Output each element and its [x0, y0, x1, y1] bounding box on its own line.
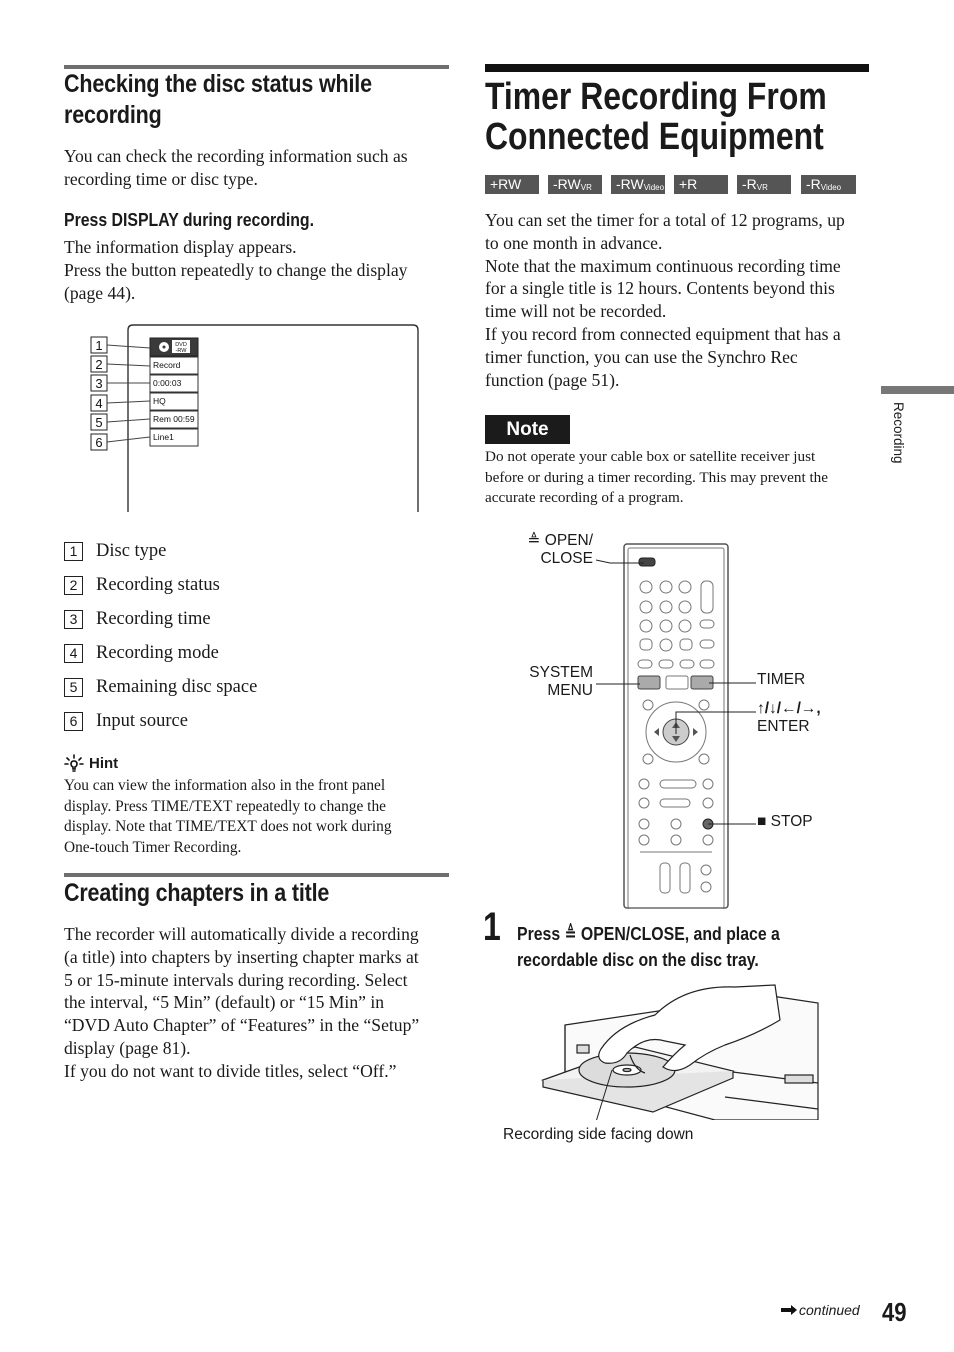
page-number: 49: [882, 1297, 907, 1327]
legend-item-remaining-space: 5 Remaining disc space: [64, 674, 257, 700]
section-title-chapters: Creating chapters in a title: [64, 879, 330, 907]
note-label: Note: [485, 415, 570, 444]
badge-plus-r: +R: [674, 175, 728, 194]
page-title: Timer Recording From Connected Equipment: [485, 76, 827, 158]
arrows-enter-label: ↑/↓/←/→, ENTER: [757, 700, 821, 735]
row-input: Line1: [153, 432, 174, 442]
row-remaining: Rem 00:59: [153, 414, 195, 424]
badge-minus-r-vr: $-R_{VR}$: [737, 175, 791, 194]
badge-minus-r-video: $-R_{Video}$: [801, 175, 856, 194]
legend-item-recording-mode: 4 Recording mode: [64, 640, 219, 666]
badge-plus-rw: +RW: [485, 175, 539, 194]
step-number: 1: [483, 905, 501, 949]
chapters-text: The recorder will automatically divide a recording (a title) into chapters by inserting chapter marks at 5 or 15-minute intervals during recording. Select the interval, “5 Min” (default) or “15 Min” in “DVD Auto Chapter” of “Features” in the “Setup” display (page 81). If you do not want to divide titles, select “Off.”: [64, 924, 420, 1081]
continued-arrow-icon: [780, 1304, 798, 1316]
legend-item-input-source: 6 Input source: [64, 708, 188, 734]
timer-label: TIMER: [757, 671, 806, 688]
row-time: 0:00:03: [153, 378, 182, 388]
continued-text: continued: [799, 1302, 860, 1318]
badge-minus-rw-vr: $-RW_{VR}$: [548, 175, 602, 194]
callout-4: 4: [95, 396, 103, 411]
section-title-disc-status: Checking the disc status while recording: [64, 70, 372, 129]
svg-text:-RW: -RW: [175, 348, 187, 354]
info-text: The information display appears. Press the button repeatedly to change the display (page 44).: [64, 237, 408, 303]
disc-tray-illustration: [535, 975, 820, 1120]
hint-title: Hint: [89, 755, 119, 772]
hint-lightbulb-icon: [64, 754, 84, 774]
legend-item-disc-type: 1 Disc type: [64, 538, 166, 564]
callout-2: 2: [95, 357, 103, 372]
title-rule: [485, 64, 869, 72]
section-tab-label: Recording: [891, 402, 906, 464]
callout-6: 6: [95, 435, 103, 450]
press-display-heading: Press DISPLAY during recording.: [64, 210, 315, 230]
system-menu-label: SYSTEM MENU: [529, 664, 593, 699]
step-instruction: Press ≜ OPEN/CLOSE, and place a recordable disc on the disc tray.: [517, 924, 780, 970]
section-tab-bar: [881, 386, 954, 394]
tray-caption: Recording side facing down: [503, 1126, 694, 1143]
legend-item-recording-status: 2 Recording status: [64, 572, 220, 598]
badge-minus-rw-video: $-RW_{Video}$: [611, 175, 665, 194]
hint-text: You can view the information also in the front panel display. Press TIME/TEXT repeatedly to change the display. Note that TIME/TEXT does not work during One-touch Timer Recording.: [64, 777, 392, 856]
note-text: Do not operate your cable box or satellite receiver just before or during a timer recording. This may prevent the accurate recording of a program.: [485, 448, 829, 507]
callout-boxes: [91, 337, 107, 450]
row-mode: HQ: [153, 396, 166, 406]
intro-text: You can check the recording information such as recording time or disc type.: [64, 146, 408, 189]
info-display-illustration: [80, 320, 430, 515]
legend-item-recording-time: 3 Recording time: [64, 606, 211, 632]
open-close-label: ≜ OPEN/ CLOSE: [527, 532, 593, 567]
remote-leader-lines: [590, 540, 760, 840]
stop-label: ■ STOP: [757, 813, 813, 830]
svg-text:DVD: DVD: [175, 342, 187, 348]
callout-1: 1: [95, 338, 103, 353]
section-rule: [64, 873, 449, 877]
callout-3: 3: [95, 376, 103, 391]
row-status: Record: [153, 360, 181, 370]
timer-body-text: You can set the timer for a total of 12 programs, up to one month in advance. Note that the maximum continuous recording time for a single title is 12 hours. Contents beyond this time will not be recorded. If you record from connected equipment that has a timer function, you can use the Synchro Rec function (page 51).: [485, 210, 845, 390]
callout-5: 5: [95, 415, 103, 430]
